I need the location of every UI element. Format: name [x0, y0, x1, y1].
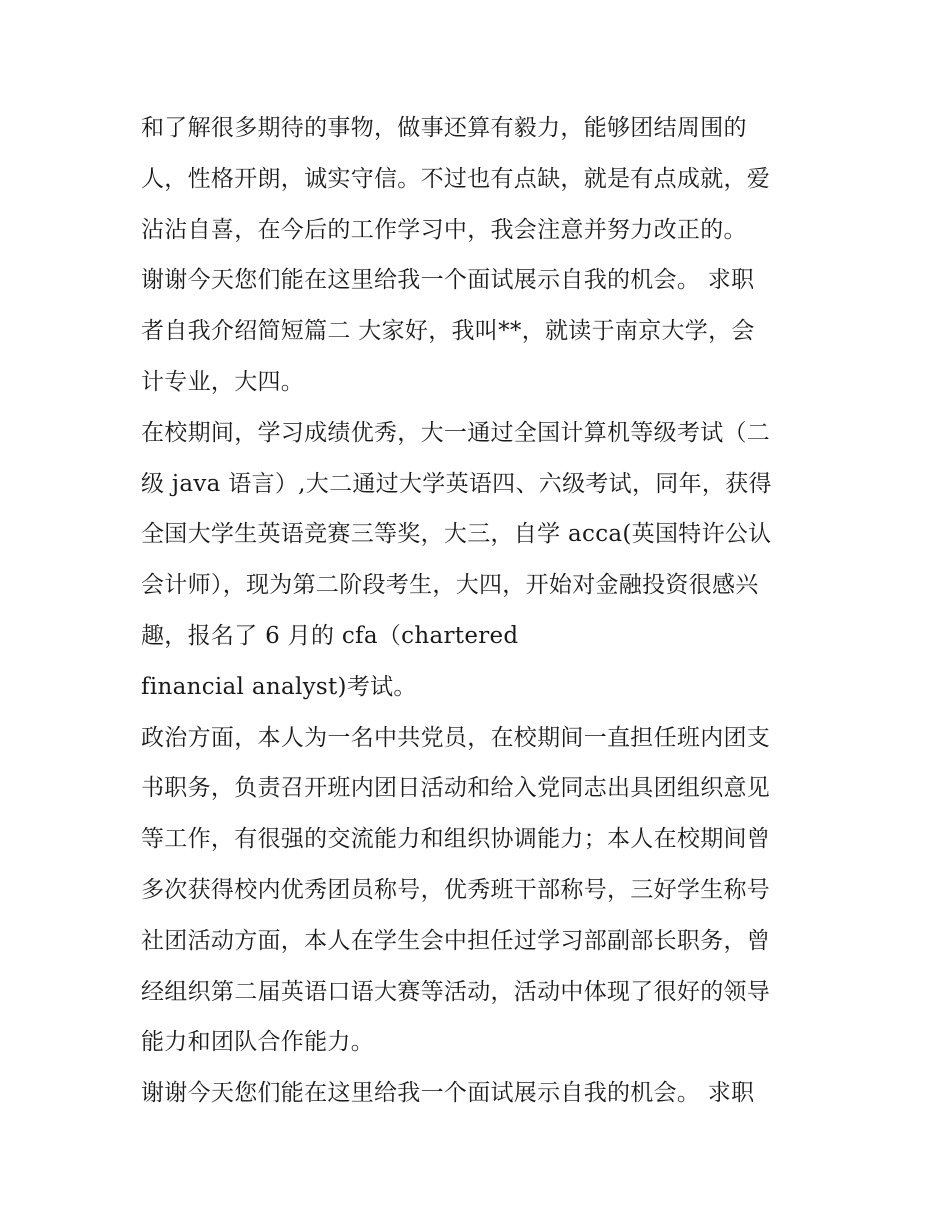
text-line: 和了解很多期待的事物，做事还算有毅力，能够团结周围的 — [141, 115, 747, 141]
text-line: 沾沾自喜，在今后的工作学习中，我会注意并努力改正的。 — [141, 216, 747, 243]
document-body — [141, 108, 821, 1124]
text-line: 谢谢今天您们能在这里给我一个面试展示自我的机会。 求职 — [141, 1080, 755, 1107]
text-line: 经组织第二届英语口语大赛等活动，活动中体现了很好的领导 — [141, 978, 771, 1005]
text-line: 多次获得校内优秀团员称号，优秀班干部称号，三好学生称号 — [141, 876, 771, 903]
text-line: 全国大学生英语竞赛三等奖，大三，自学 acca(英国特许公认 — [141, 521, 772, 548]
text-line: 等工作，有很强的交流能力和组织协调能力；本人在校期间曾 — [141, 826, 771, 853]
text-line: 计专业，大四。 — [141, 368, 305, 395]
text-line: 书职务，负责召开班内团日活动和给入党同志出具团组织意见 — [141, 775, 771, 802]
text-line: 会计师），现为第二阶段考生，大四，开始对金融投资很感兴 — [141, 572, 759, 599]
text-line: 级 java 语言）,大二通过大学英语四、六级考试，同年，获得 — [141, 470, 772, 497]
text-line: 者自我介绍简短篇二 大家好，我叫**，就读于南京大学，会 — [141, 318, 755, 345]
text-line: financial analyst)考试。 — [141, 673, 417, 700]
text-line: 趣，报名了 6 月的 cfa（chartered — [141, 622, 519, 649]
text-line: 谢谢今天您们能在这里给我一个面试展示自我的机会。 求职 — [141, 267, 755, 294]
text-line: 社团活动方面，本人在学生会中担任过学习部副部长职务，曾 — [141, 927, 771, 954]
text-line: 政治方面，本人为一名中共党员，在校期间一直担任班内团支 — [141, 724, 771, 751]
text-line: 能力和团队合作能力。 — [141, 1029, 374, 1056]
text-line: 人，性格开朗，诚实守信。不过也有点缺，就是有点成就，爱 — [141, 165, 771, 192]
text-line: 在校期间，学习成绩优秀，大一通过全国计算机等级考试（二 — [141, 419, 771, 446]
